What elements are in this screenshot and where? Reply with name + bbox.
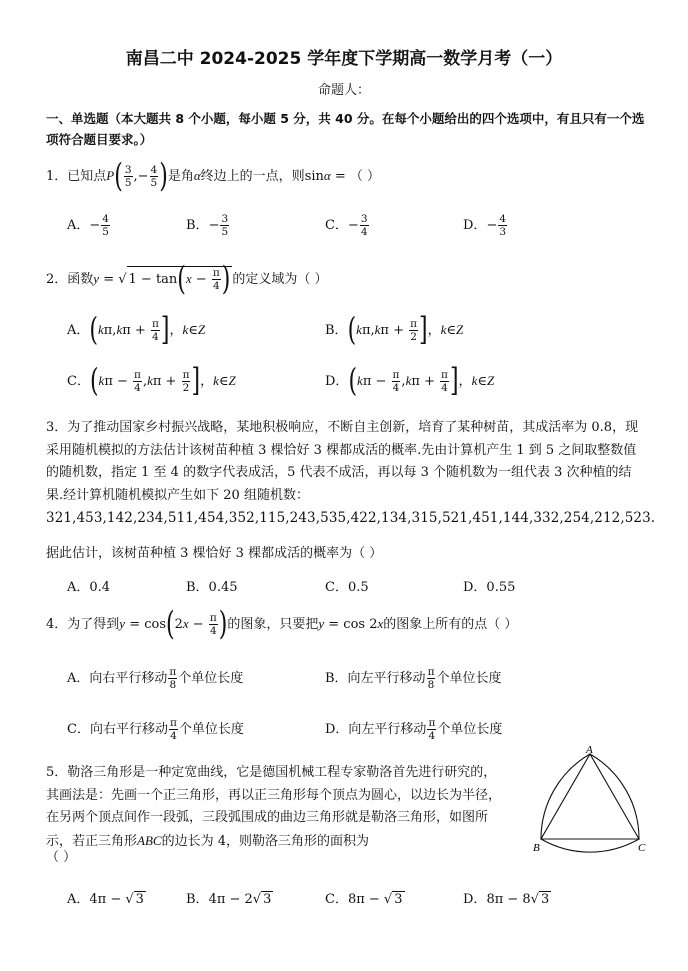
question-2: 2．函数y = √ 1 − tan(x − $\frac{\pi}{4}$ ) 的定义域为（ ） (46, 260, 328, 299)
q4-option-c: C．向右平行移动 $\frac{\pi}{4}$ 个单位长度 (67, 717, 244, 742)
label-a: A (586, 744, 593, 756)
q1-option-c: C．− $\frac{3}{4}$ (325, 213, 368, 238)
q4-option-a: A．向右平行移动 $\frac{\pi}{8}$ 个单位长度 (67, 666, 244, 691)
question-5-text: 5．勒洛三角形是一种定宽曲线，它是德国机械工程专家勒洛首先进行研究的，其画法是：先画一个正三角形，再以正三角形每个顶点为圆心，以边长为半径，在另两个顶点间作一段弧，三段弧围成的曲边三角形就是勒洛三角形，如图所示，若正三角形ABC的边长为 4，则勒洛三角形的面积为 (46, 765, 502, 849)
q5-option-a: A．4π − √ 3 (67, 892, 144, 907)
q5-paren: （ ） (46, 850, 77, 865)
label-c: C (638, 842, 646, 854)
q3-option-c: C．0.5 (325, 580, 369, 595)
q3-random-numbers: 321,453,142,234,511,454,352,115,243,535,422,134,315,521,451,144,332,254,212,523. (46, 510, 656, 526)
q3-ask: 据此估计，该树苗种植 3 棵恰好 3 棵都成活的概率为（ ） (46, 546, 383, 561)
equilateral-triangle (541, 754, 639, 839)
q3-option-d: D．0.55 (463, 580, 516, 595)
q1-prefix: 1．已知点 (46, 169, 107, 184)
q1-mid: 是角 (167, 169, 194, 184)
q4-option-d: D．向左平行移动 $\frac{\pi}{4}$ 个单位长度 (325, 717, 503, 742)
question-1: 1．已知点P( $\frac{3}{5}$ ,− $\frac{4}{5}$ )是角α终边上的一点，则sinα = （ ） (46, 157, 381, 196)
arc-cb (541, 839, 639, 852)
q1-option-d: D．− $\frac{4}{3}$ (463, 213, 507, 238)
reuleaux-triangle-figure (528, 744, 652, 856)
q2-option-a: A．(kπ,kπ + $\frac{\pi}{4}$ ]，k∈Z (67, 312, 206, 349)
q1-suffix: （ ） (349, 169, 381, 184)
q2-option-c: C．(kπ − $\frac{\pi}{4}$ ,kπ + $\frac{\pi}{2}$ ]，k∈Z (67, 363, 236, 400)
author-line: 命题人： (317, 83, 370, 98)
q1-option-a: A．− $\frac{4}{5}$ (67, 213, 109, 238)
q5-option-d: D．8π − 8√ 3 (463, 892, 550, 907)
q2-option-b: B．(kπ,kπ + $\frac{\pi}{2}$ ]，k∈Z (325, 312, 464, 349)
label-b: B (533, 842, 540, 854)
question-4: 4．为了得到y = cos(2x − $\frac{\pi}{4}$ )的图象，只要把y = cos 2x的图象上所有的点（ ） (46, 605, 518, 644)
section-heading: 一、单选题（本大题共 8 个小题，每小题 5 分，共 40 分。在每个小题给出的四个选项中，有且只有一个选项符合题目要求。） (46, 111, 645, 147)
page-title: 南昌二中 2024-2025 学年度下学期高一数学月考（一） (125, 49, 563, 69)
q1-mid2: 终边上的一点，则 (200, 169, 305, 184)
q3-option-a: A．0.4 (67, 580, 111, 595)
q5-option-b: B．4π − 2√ 3 (186, 892, 272, 907)
q3-option-b: B．0.45 (186, 580, 238, 595)
q5-option-c: C．8π − √ 3 (325, 892, 403, 907)
q2-option-d: D．(kπ − $\frac{\pi}{4}$ ,kπ + $\frac{\pi}{4}$ ]，k∈Z (325, 363, 495, 400)
q4-option-b: B．向左平行移动 $\frac{\pi}{8}$ 个单位长度 (325, 666, 502, 691)
question-3-text: 3．为了推动国家乡村振兴战略，某地积极响应，不断自主创新，培育了某种树苗，其成活率为 0.8，现采用随机模拟的方法估计该树苗种植 3 棵恰好 3 棵都成活的概率.先由计算机产生 1 到 5 之间取整数值的随机数，指定 1 至 4 的数字代表成活，5 代表不成活，再以每 3 个随机数为一组代表 3 次种植的结果.经计算机随机模拟产生如下 20 组随机数： (46, 420, 639, 503)
q1-option-b: B．− $\frac{3}{5}$ (186, 213, 229, 238)
